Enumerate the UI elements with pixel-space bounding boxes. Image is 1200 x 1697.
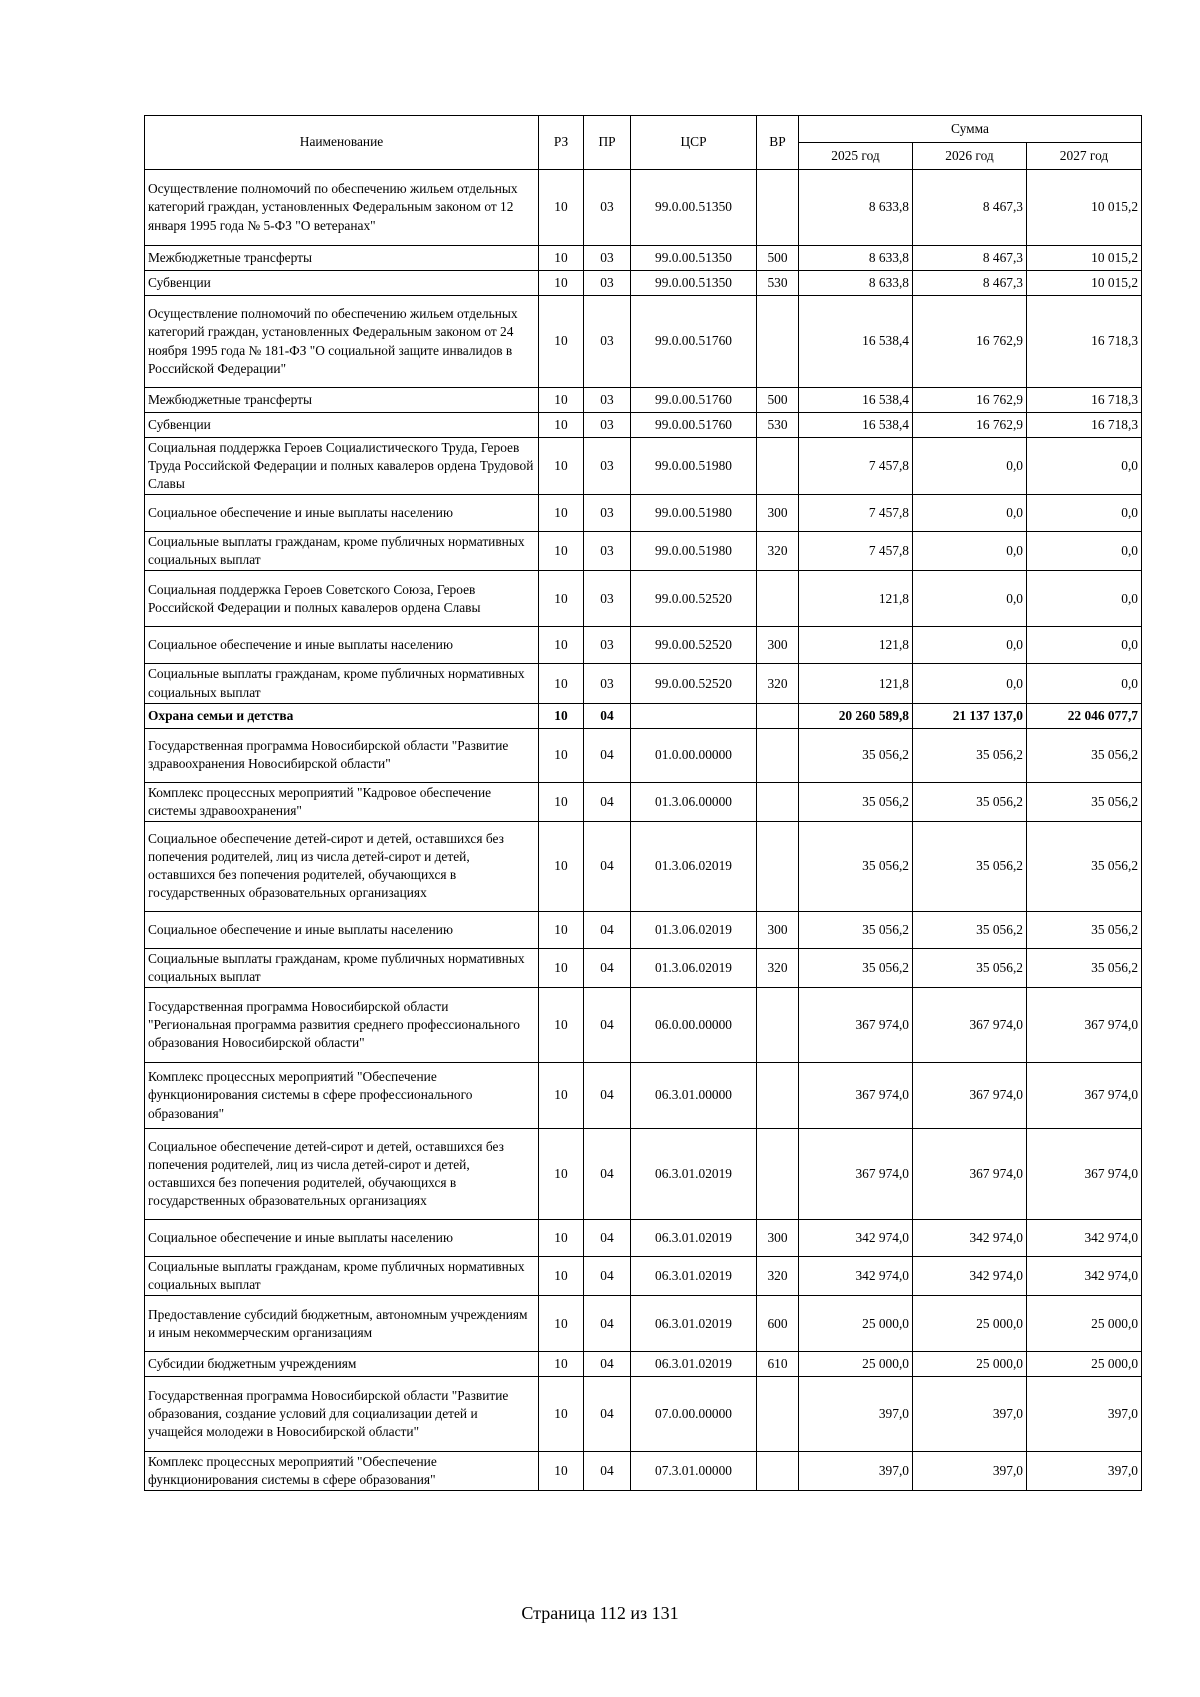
row-sum-2027: 25 000,0 [1027,1296,1142,1352]
row-vr [757,170,799,246]
row-sum-2027: 397,0 [1027,1377,1142,1452]
row-sum-2027: 35 056,2 [1027,782,1142,821]
row-sum-2027: 342 974,0 [1027,1220,1142,1257]
table-row [145,782,1142,821]
row-sum-2026: 16 762,9 [913,413,1027,438]
row-rz: 10 [539,1352,584,1377]
row-sum-2027: 397,0 [1027,1452,1142,1491]
row-sum-2027: 10 015,2 [1027,170,1142,246]
row-vr [757,728,799,782]
row-csr: 99.0.00.51980 [631,438,757,495]
row-sum-2027: 367 974,0 [1027,988,1142,1063]
row-rz: 10 [539,1063,584,1129]
row-sum-2026: 35 056,2 [913,948,1027,987]
table-row [145,246,1142,271]
row-sum-2025: 121,8 [799,664,913,703]
row-csr: 01.3.06.02019 [631,911,757,948]
row-vr: 320 [757,532,799,571]
row-rz: 10 [539,627,584,664]
row-vr [757,782,799,821]
row-sum-2025: 35 056,2 [799,911,913,948]
row-sum-2026: 25 000,0 [913,1296,1027,1352]
row-csr: 01.3.06.02019 [631,821,757,911]
row-vr [757,1452,799,1491]
row-rz: 10 [539,703,584,728]
row-vr: 610 [757,1352,799,1377]
row-name: Социальное обеспечение и иные выплаты населению [145,627,539,664]
row-name: Социальные выплаты гражданам, кроме публичных нормативных социальных выплат [145,1257,539,1296]
row-vr: 500 [757,246,799,271]
row-pr: 04 [584,703,631,728]
budget-table [144,115,1142,1491]
row-sum-2026: 0,0 [913,532,1027,571]
row-pr: 04 [584,1377,631,1452]
table-body [145,170,1142,1491]
header-year-2025: 2025 год [799,143,913,170]
row-rz: 10 [539,388,584,413]
table-row [145,296,1142,388]
row-sum-2027: 0,0 [1027,532,1142,571]
row-sum-2025: 8 633,8 [799,246,913,271]
row-sum-2027: 367 974,0 [1027,1063,1142,1129]
row-sum-2025: 121,8 [799,571,913,627]
header-pr: ПР [584,116,631,170]
row-csr: 01.0.00.00000 [631,728,757,782]
row-sum-2026: 16 762,9 [913,388,1027,413]
row-sum-2025: 367 974,0 [799,1129,913,1220]
row-sum-2027: 367 974,0 [1027,1129,1142,1220]
row-vr [757,1129,799,1220]
row-sum-2026: 25 000,0 [913,1352,1027,1377]
row-name: Социальное обеспечение и иные выплаты населению [145,911,539,948]
row-name: Социальная поддержка Героев Социалистического Труда, Героев Труда Российской Федерации и полных кавалеров ордена Трудовой Славы [145,438,539,495]
row-sum-2026: 342 974,0 [913,1257,1027,1296]
row-sum-2027: 0,0 [1027,571,1142,627]
row-name: Государственная программа Новосибирской области "Региональная программа развития среднего профессионального образования Новосибирской области" [145,988,539,1063]
row-csr: 07.0.00.00000 [631,1377,757,1452]
row-rz: 10 [539,413,584,438]
row-vr: 320 [757,948,799,987]
row-csr: 99.0.00.52520 [631,664,757,703]
row-rz: 10 [539,246,584,271]
row-sum-2027: 342 974,0 [1027,1257,1142,1296]
row-csr: 01.3.06.00000 [631,782,757,821]
row-name: Социальные выплаты гражданам, кроме публичных нормативных социальных выплат [145,532,539,571]
row-sum-2025: 35 056,2 [799,821,913,911]
row-vr: 300 [757,1220,799,1257]
row-sum-2025: 20 260 589,8 [799,703,913,728]
row-name: Комплекс процессных мероприятий "Обеспечение функционирования системы в сфере образования" [145,1452,539,1491]
row-sum-2027: 22 046 077,7 [1027,703,1142,728]
row-sum-2026: 16 762,9 [913,296,1027,388]
row-sum-2025: 35 056,2 [799,948,913,987]
row-csr: 99.0.00.51350 [631,246,757,271]
row-sum-2026: 8 467,3 [913,271,1027,296]
row-sum-2026: 0,0 [913,495,1027,532]
table-row [145,413,1142,438]
row-sum-2025: 35 056,2 [799,782,913,821]
row-sum-2027: 35 056,2 [1027,911,1142,948]
row-csr: 06.3.01.02019 [631,1257,757,1296]
table-row [145,532,1142,571]
row-sum-2027: 0,0 [1027,438,1142,495]
row-vr [757,703,799,728]
row-csr: 06.0.00.00000 [631,988,757,1063]
row-rz: 10 [539,988,584,1063]
row-pr: 04 [584,1352,631,1377]
row-sum-2025: 397,0 [799,1452,913,1491]
row-csr: 99.0.00.51980 [631,495,757,532]
row-name: Межбюджетные трансферты [145,246,539,271]
row-rz: 10 [539,911,584,948]
row-sum-2026: 8 467,3 [913,246,1027,271]
row-rz: 10 [539,728,584,782]
table-row [145,1063,1142,1129]
row-sum-2025: 25 000,0 [799,1352,913,1377]
row-vr [757,988,799,1063]
row-sum-2026: 342 974,0 [913,1220,1027,1257]
row-pr: 04 [584,988,631,1063]
table-row [145,1220,1142,1257]
row-sum-2027: 35 056,2 [1027,948,1142,987]
table-row [145,664,1142,703]
row-name: Субвенции [145,271,539,296]
header-name: Наименование [145,116,539,170]
header-vr: ВР [757,116,799,170]
row-pr: 04 [584,1220,631,1257]
row-sum-2026: 0,0 [913,664,1027,703]
row-vr [757,1063,799,1129]
table-row [145,495,1142,532]
row-name: Комплекс процессных мероприятий "Обеспечение функционирования системы в сфере профессионального образования" [145,1063,539,1129]
row-name: Осуществление полномочий по обеспечению жильем отдельных категорий граждан, установленных Федеральным законом от 24 ноября 1995 года № 181-ФЗ "О социальной защите инвалидов в Российской Федерации" [145,296,539,388]
row-sum-2025: 16 538,4 [799,413,913,438]
row-name: Охрана семьи и детства [145,703,539,728]
row-name: Предоставление субсидий бюджетным, автономным учреждениям и иным некоммерческим организациям [145,1296,539,1352]
row-sum-2025: 367 974,0 [799,988,913,1063]
row-sum-2027: 16 718,3 [1027,413,1142,438]
row-rz: 10 [539,271,584,296]
row-name: Социальные выплаты гражданам, кроме публичных нормативных социальных выплат [145,948,539,987]
row-vr: 600 [757,1296,799,1352]
row-name: Субвенции [145,413,539,438]
row-rz: 10 [539,532,584,571]
row-sum-2026: 8 467,3 [913,170,1027,246]
row-pr: 03 [584,495,631,532]
row-rz: 10 [539,1377,584,1452]
row-pr: 03 [584,246,631,271]
header-year-2026: 2026 год [913,143,1027,170]
row-pr: 03 [584,438,631,495]
row-name: Социальное обеспечение и иные выплаты населению [145,1220,539,1257]
row-sum-2025: 16 538,4 [799,296,913,388]
row-sum-2027: 0,0 [1027,495,1142,532]
row-rz: 10 [539,664,584,703]
row-name: Комплекс процессных мероприятий "Кадровое обеспечение системы здравоохранения" [145,782,539,821]
row-rz: 10 [539,782,584,821]
row-name: Государственная программа Новосибирской области "Развитие здравоохранения Новосибирской области" [145,728,539,782]
row-pr: 03 [584,296,631,388]
row-pr: 03 [584,413,631,438]
row-sum-2026: 35 056,2 [913,728,1027,782]
row-rz: 10 [539,296,584,388]
row-sum-2025: 7 457,8 [799,532,913,571]
table-row [145,988,1142,1063]
row-sum-2025: 367 974,0 [799,1063,913,1129]
table-row [145,728,1142,782]
row-vr: 320 [757,1257,799,1296]
row-rz: 10 [539,1257,584,1296]
row-sum-2027: 10 015,2 [1027,246,1142,271]
row-sum-2026: 367 974,0 [913,988,1027,1063]
row-pr: 04 [584,1452,631,1491]
row-rz: 10 [539,948,584,987]
row-sum-2025: 35 056,2 [799,728,913,782]
row-sum-2026: 367 974,0 [913,1063,1027,1129]
row-sum-2026: 21 137 137,0 [913,703,1027,728]
row-pr: 04 [584,821,631,911]
row-name: Государственная программа Новосибирской области "Развитие образования, создание условий для социализации детей и учащейся молодежи в Новосибирской области" [145,1377,539,1452]
table-row [145,271,1142,296]
row-rz: 10 [539,1220,584,1257]
row-vr: 300 [757,627,799,664]
row-sum-2025: 7 457,8 [799,438,913,495]
table-row [145,388,1142,413]
table-row [145,1352,1142,1377]
table-row [145,170,1142,246]
row-rz: 10 [539,821,584,911]
table-row [145,438,1142,495]
header-csr: ЦСР [631,116,757,170]
row-csr: 06.3.01.02019 [631,1129,757,1220]
row-vr: 530 [757,271,799,296]
row-sum-2027: 25 000,0 [1027,1352,1142,1377]
row-sum-2026: 0,0 [913,627,1027,664]
row-name: Осуществление полномочий по обеспечению жильем отдельных категорий граждан, установленных Федеральным законом от 12 января 1995 года № 5-ФЗ "О ветеранах" [145,170,539,246]
row-pr: 03 [584,170,631,246]
row-sum-2025: 121,8 [799,627,913,664]
row-rz: 10 [539,170,584,246]
page-number: Страница 112 из 131 [521,1603,679,1623]
header-rz: РЗ [539,116,584,170]
header-sum: Сумма [799,116,1142,143]
row-pr: 04 [584,911,631,948]
table-row [145,627,1142,664]
table-row [145,1257,1142,1296]
header-year-2027: 2027 год [1027,143,1142,170]
table-row [145,911,1142,948]
row-name: Социальная поддержка Героев Советского Союза, Героев Российской Федерации и полных кавалеров ордена Славы [145,571,539,627]
row-csr: 06.3.01.02019 [631,1296,757,1352]
row-sum-2026: 0,0 [913,571,1027,627]
table-row [145,821,1142,911]
table-row [145,1129,1142,1220]
table-row [145,571,1142,627]
table-row [145,1296,1142,1352]
row-vr: 500 [757,388,799,413]
row-sum-2025: 8 633,8 [799,271,913,296]
row-csr: 99.0.00.51350 [631,170,757,246]
table-row [145,1452,1142,1491]
row-vr [757,296,799,388]
row-sum-2026: 367 974,0 [913,1129,1027,1220]
row-rz: 10 [539,438,584,495]
row-pr: 03 [584,271,631,296]
row-vr: 530 [757,413,799,438]
row-rz: 10 [539,1452,584,1491]
row-pr: 04 [584,1063,631,1129]
row-vr: 300 [757,495,799,532]
row-pr: 04 [584,1296,631,1352]
row-csr: 99.0.00.51980 [631,532,757,571]
table-row [145,703,1142,728]
row-csr: 07.3.01.00000 [631,1452,757,1491]
row-pr: 03 [584,664,631,703]
row-pr: 04 [584,948,631,987]
row-sum-2025: 25 000,0 [799,1296,913,1352]
row-sum-2025: 342 974,0 [799,1220,913,1257]
row-vr [757,821,799,911]
row-csr: 06.3.01.00000 [631,1063,757,1129]
row-sum-2025: 397,0 [799,1377,913,1452]
row-csr: 06.3.01.02019 [631,1352,757,1377]
row-vr [757,438,799,495]
row-vr: 320 [757,664,799,703]
header-row-top [145,116,1142,143]
row-sum-2027: 10 015,2 [1027,271,1142,296]
table-row [145,1377,1142,1452]
row-csr: 99.0.00.51760 [631,388,757,413]
row-sum-2026: 35 056,2 [913,821,1027,911]
row-name: Социальные выплаты гражданам, кроме публичных нормативных социальных выплат [145,664,539,703]
row-pr: 03 [584,532,631,571]
row-sum-2025: 7 457,8 [799,495,913,532]
row-sum-2026: 35 056,2 [913,911,1027,948]
row-sum-2026: 0,0 [913,438,1027,495]
row-name: Субсидии бюджетным учреждениям [145,1352,539,1377]
row-pr: 04 [584,728,631,782]
row-rz: 10 [539,571,584,627]
row-sum-2025: 16 538,4 [799,388,913,413]
row-sum-2027: 35 056,2 [1027,821,1142,911]
row-name: Межбюджетные трансферты [145,388,539,413]
row-sum-2026: 397,0 [913,1452,1027,1491]
row-sum-2026: 397,0 [913,1377,1027,1452]
row-sum-2025: 342 974,0 [799,1257,913,1296]
row-csr: 99.0.00.52520 [631,627,757,664]
row-sum-2027: 16 718,3 [1027,388,1142,413]
row-pr: 04 [584,782,631,821]
row-sum-2027: 16 718,3 [1027,296,1142,388]
row-name: Социальное обеспечение детей-сирот и детей, оставшихся без попечения родителей, лиц из числа детей-сирот и детей, оставшихся без попечения родителей, обучающихся в государственных образовательных организациях [145,821,539,911]
row-csr: 01.3.06.02019 [631,948,757,987]
row-csr: 06.3.01.02019 [631,1220,757,1257]
row-sum-2025: 8 633,8 [799,170,913,246]
row-name: Социальное обеспечение и иные выплаты населению [145,495,539,532]
row-pr: 03 [584,627,631,664]
row-csr: 99.0.00.51760 [631,296,757,388]
row-sum-2027: 35 056,2 [1027,728,1142,782]
row-vr [757,571,799,627]
row-pr: 03 [584,571,631,627]
table-row [145,948,1142,987]
row-csr: 99.0.00.51760 [631,413,757,438]
row-rz: 10 [539,495,584,532]
row-sum-2026: 35 056,2 [913,782,1027,821]
row-pr: 03 [584,388,631,413]
row-sum-2027: 0,0 [1027,664,1142,703]
row-pr: 04 [584,1257,631,1296]
row-csr: 99.0.00.52520 [631,571,757,627]
row-csr: 99.0.00.51350 [631,271,757,296]
row-pr: 04 [584,1129,631,1220]
row-vr [757,1377,799,1452]
row-sum-2027: 0,0 [1027,627,1142,664]
row-rz: 10 [539,1296,584,1352]
row-name: Социальное обеспечение детей-сирот и детей, оставшихся без попечения родителей, лиц из числа детей-сирот и детей, оставшихся без попечения родителей, обучающихся в государственных образовательных организациях [145,1129,539,1220]
row-rz: 10 [539,1129,584,1220]
row-csr [631,703,757,728]
row-vr: 300 [757,911,799,948]
